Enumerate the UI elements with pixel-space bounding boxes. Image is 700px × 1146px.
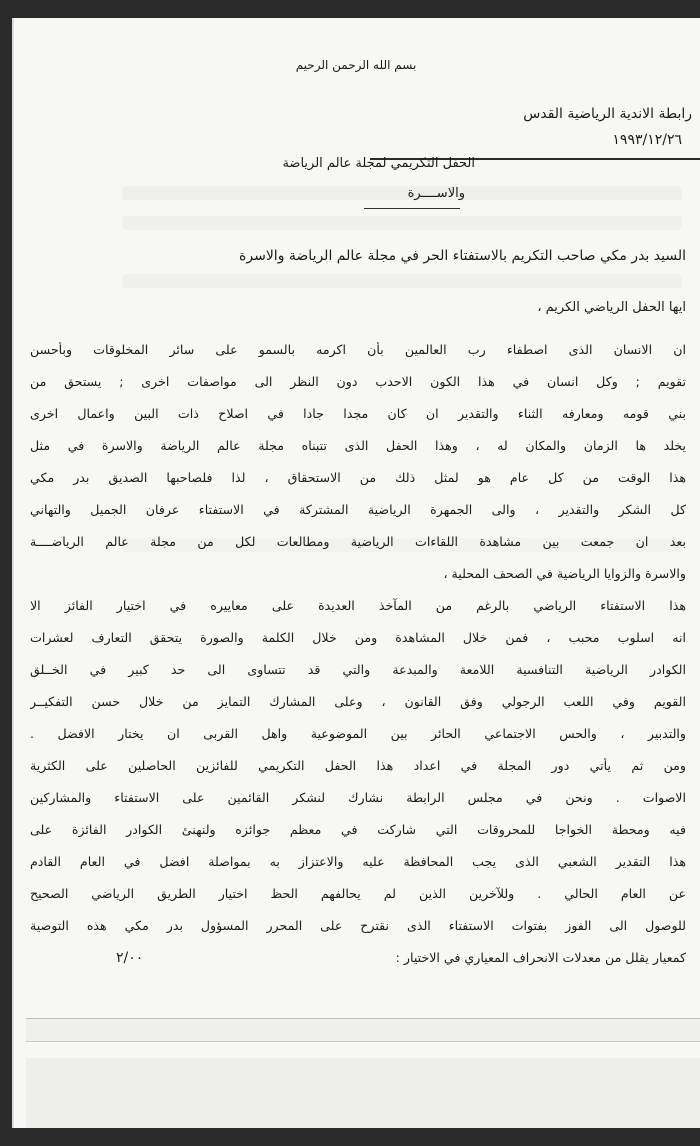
bleed-through-text <box>122 274 682 288</box>
greeting: ايها الحفل الرياضي الكريم ، <box>537 300 686 315</box>
basmala: بسم الله الرحمن الرحيم <box>295 58 417 72</box>
body-line: بعد ان جمعت بين مشاهدة اللقاءات الرياضية ومطالعات لكل من مجلة عالم الرياضــــة <box>30 534 686 549</box>
bleed-through-text <box>122 216 682 230</box>
document-page <box>12 18 700 1128</box>
body-line: ان الانسان الذى اصطفاء رب العالمين بأن اكرمه بالسمو على سائر المخلوقات وبأحسن <box>30 342 686 357</box>
body-line: هذا الاستفتاء الرياضي بالرغم من المآخذ العديدة على معاييره في اختيار الفائز الا <box>30 598 686 613</box>
body-line: للوصول الى الفوز بفتوات الاستفتاء الذى نقترح على المحرر المسؤول بدر مكي هذه التوصية <box>30 918 686 933</box>
body-line: تقويم ; وكل انسان في هذا الكون الاحدب دون النظر الى مواصفات اخرى ; يستحق من <box>30 374 686 389</box>
body-line: فيه ومحطة الخواجا للمحروقات التي شاركت في معظم جوائزه ولنهنئ الكوادر الفائزة على <box>30 822 686 837</box>
body-line: كل الشكر والتقدير ، والى الجمهرة الرياضية المشتركة في الاستفتاء عرفان الجميل والتهاني <box>30 502 686 517</box>
body-line: هذا التقدير الشعبي الذى يجب المحافظة عليه والاعتزاز به بمواصلة افضل في العام القادم <box>30 854 686 869</box>
body-line: ومن ثم يأتي دور المجلة في اعداد هذا الحفل التكريمي للفائزين الحاصلين على الكثرية <box>30 758 686 773</box>
subject-underline <box>364 208 460 209</box>
subject-line-2: والاســــرة <box>407 186 465 201</box>
body-line: الكوادر الرياضية التنافسية اللامعة والمبدعة والتي قد تتساوى الى حد كبير في الخــلق <box>30 662 686 677</box>
paper-bottom-edge <box>26 1058 700 1128</box>
body-line: عن العام الحالي . وللآخرين الذين لم يحالفهم الحظ اختيار الطريق الرياضي الصحيح <box>30 886 686 901</box>
subject-line-1: الحفل التكريمي لمجلة عالم الرياضة <box>282 156 475 171</box>
body-line: والاسرة والزوايا الرياضية في الصحف المحلية ، <box>443 566 686 581</box>
body-line: هذا الوقت من كل عام هو لمثل ذلك من الاستحقاق ، لذا فلصاحبها الصديق بدر مكي <box>30 470 686 485</box>
document-date: ١٩٩٣/١٢/٢٦ <box>612 132 682 148</box>
body-line: انه اسلوب محبب ، فمن خلال المشاهدة ومن خلال الكلمة والصورة يتحقق التعارف لعشرات <box>30 630 686 645</box>
body-line: كمعيار يقلل من معدلات الانحراف المعياري في الاختيار : <box>395 950 686 965</box>
bleed-through-text <box>122 186 682 200</box>
body-line: يخلد ها الزمان والمكان له ، وهذا الحفل الذى تتبناه مجلة عالم الرياضة والاسرة في مثل <box>30 438 686 453</box>
body-line: الاصوات . ونحن في مجلس الرابطة نشارك لنشكر القائمين على الاستفتاء والمشاركين <box>30 790 686 805</box>
body-line: بني قومه ومعارفه الثناء والتقدير ان كان مجدا جادا في اصلاح ذات البين واعمال اخرى <box>30 406 686 421</box>
body-line: القويم وفي اللعب الرجولي وفق القانون ، وعلى المشارك التمايز من خلال حسن التفكيــر <box>30 694 686 709</box>
paper-fold <box>26 1018 700 1042</box>
recipient-line: السيد بدر مكي صاحب التكريم بالاستفتاء الحر في مجلة عالم الرياضة والاسرة <box>239 248 686 264</box>
organization-name: رابطة الاندية الرياضية القدس <box>523 106 692 122</box>
page-number: ٢/٠٠ <box>116 950 144 966</box>
body-line: والتدبير ، والحس الاجتماعي الحائر بين الموضوعية واهل القربى ان يختار الافضل . <box>30 726 686 741</box>
